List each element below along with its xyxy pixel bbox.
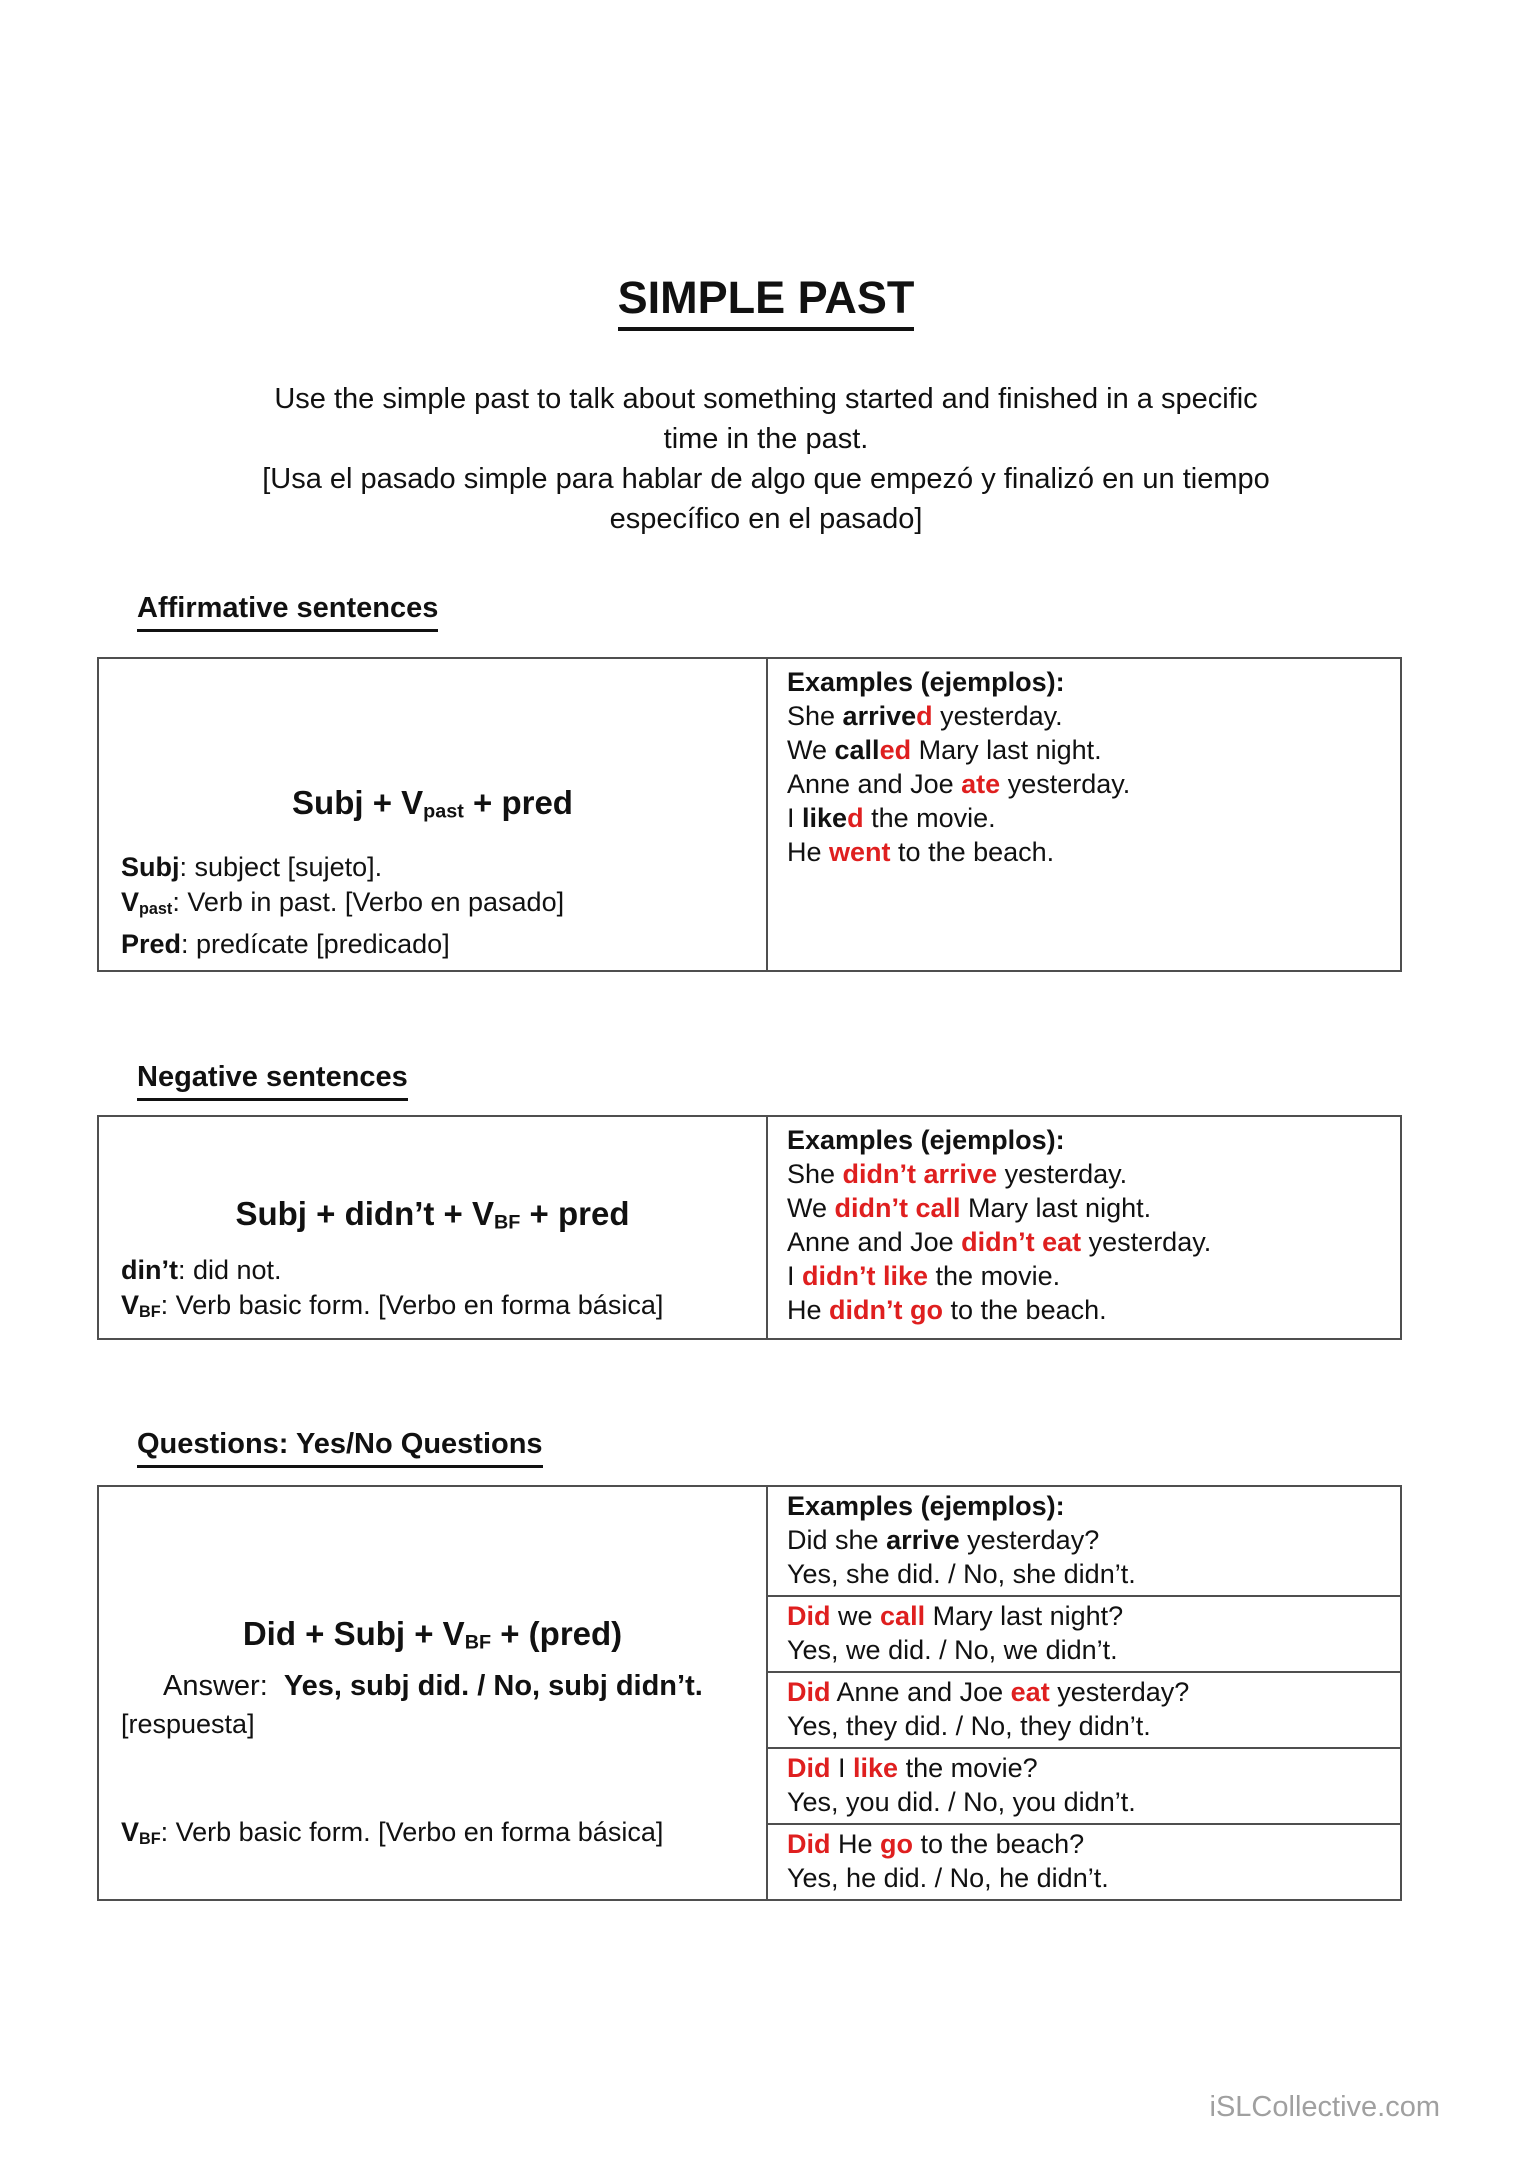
negative-formula: Subj + didn’t + VBF + pred xyxy=(235,1195,630,1234)
example-line: He went to the beach. xyxy=(787,837,1055,867)
qa-row xyxy=(768,1487,1400,1597)
footer-brand: iSLCollective.com xyxy=(1209,2091,1440,2123)
negative-heading-text: Negative sentences xyxy=(137,1058,408,1101)
negative-table xyxy=(97,1115,1402,1340)
intro-paragraph xyxy=(0,379,1532,539)
example-line: She didn’t arrive yesterday. xyxy=(787,1159,1128,1189)
note-line: Subj: subject [sujeto]. xyxy=(121,852,383,883)
affirmative-formula: Subj + Vpast + pred xyxy=(292,784,573,823)
affirmative-heading-text: Affirmative sentences xyxy=(137,589,438,632)
affirmative-examples-cell xyxy=(768,659,1400,970)
example-line: Anne and Joe didn’t eat yesterday. xyxy=(787,1227,1212,1257)
note-line: Vpast: Verb in past. [Verbo en pasado] xyxy=(121,887,565,918)
examples-title: Examples (ejemplos): xyxy=(787,1125,1065,1155)
intro-line-en-2: time in the past. xyxy=(663,423,869,455)
example-line: I didn’t like the movie. xyxy=(787,1261,1061,1291)
note-line: VBF: Verb basic form. [Verbo en forma básica] xyxy=(121,1817,664,1848)
qa-row xyxy=(768,1749,1400,1825)
example-line: We didn’t call Mary last night. xyxy=(787,1193,1152,1223)
qa-question: Did she arrive yesterday? xyxy=(787,1525,1100,1555)
questions-examples-cell xyxy=(768,1487,1400,1899)
note-line: VBF: Verb basic form. [Verbo en forma básica] xyxy=(121,1290,664,1321)
affirmative-table xyxy=(97,657,1402,972)
questions-formula: Did + Subj + VBF + (pred) xyxy=(242,1615,623,1654)
questions-formula-cell xyxy=(99,1487,768,1899)
intro-line-es-1: [Usa el pasado simple para hablar de algo que empezó y finalizó en un tiempo xyxy=(262,463,1270,495)
page-title xyxy=(0,272,1532,331)
qa-question: Did He go to the beach? xyxy=(787,1829,1085,1859)
qa-answer: Yes, we did. / No, we didn’t. xyxy=(787,1635,1118,1665)
questions-table xyxy=(97,1485,1402,1901)
examples-title: Examples (ejemplos): xyxy=(787,1491,1065,1521)
affirmative-notes xyxy=(121,850,744,962)
examples-title: Examples (ejemplos): xyxy=(787,667,1065,697)
intro-line-en-1: Use the simple past to talk about something started and finished in a specific xyxy=(274,383,1258,415)
answer-note: [respuesta] xyxy=(121,1708,255,1739)
answer-line: Answer: Yes, subj did. / No, subj didn’t. xyxy=(163,1669,703,1702)
negative-heading xyxy=(137,1058,1532,1101)
note-line: din’t: did not. xyxy=(121,1255,282,1286)
intro-line-es-2: específico en el pasado] xyxy=(609,503,923,535)
qa-row xyxy=(768,1597,1400,1673)
qa-row xyxy=(768,1673,1400,1749)
example-line: I liked the movie. xyxy=(787,803,996,833)
qa-question: Did I like the movie? xyxy=(787,1753,1038,1783)
qa-answer: Yes, they did. / No, they didn’t. xyxy=(787,1711,1151,1741)
example-line: She arrived yesterday. xyxy=(787,701,1063,731)
qa-answer: Yes, she did. / No, she didn’t. xyxy=(787,1559,1136,1589)
affirmative-heading xyxy=(137,589,1532,632)
example-line: He didn’t go to the beach. xyxy=(787,1295,1107,1325)
questions-notes xyxy=(121,1815,744,1857)
example-line: Anne and Joe ate yesterday. xyxy=(787,769,1131,799)
page-title-text: SIMPLE PAST xyxy=(618,272,915,331)
note-line: Pred: predícate [predicado] xyxy=(121,929,450,959)
negative-notes xyxy=(121,1253,744,1330)
example-line: We called Mary last night. xyxy=(787,735,1102,765)
qa-row xyxy=(768,1825,1400,1899)
qa-answer: Yes, he did. / No, he didn’t. xyxy=(787,1863,1109,1893)
questions-heading xyxy=(137,1425,1532,1468)
questions-heading-text: Questions: Yes/No Questions xyxy=(137,1425,543,1468)
qa-question: Did we call Mary last night? xyxy=(787,1601,1124,1631)
qa-answer: Yes, you did. / No, you didn’t. xyxy=(787,1787,1136,1817)
negative-formula-cell xyxy=(99,1117,768,1338)
qa-question: Did Anne and Joe eat yesterday? xyxy=(787,1677,1190,1707)
affirmative-formula-cell xyxy=(99,659,768,970)
negative-examples-cell xyxy=(768,1117,1400,1338)
